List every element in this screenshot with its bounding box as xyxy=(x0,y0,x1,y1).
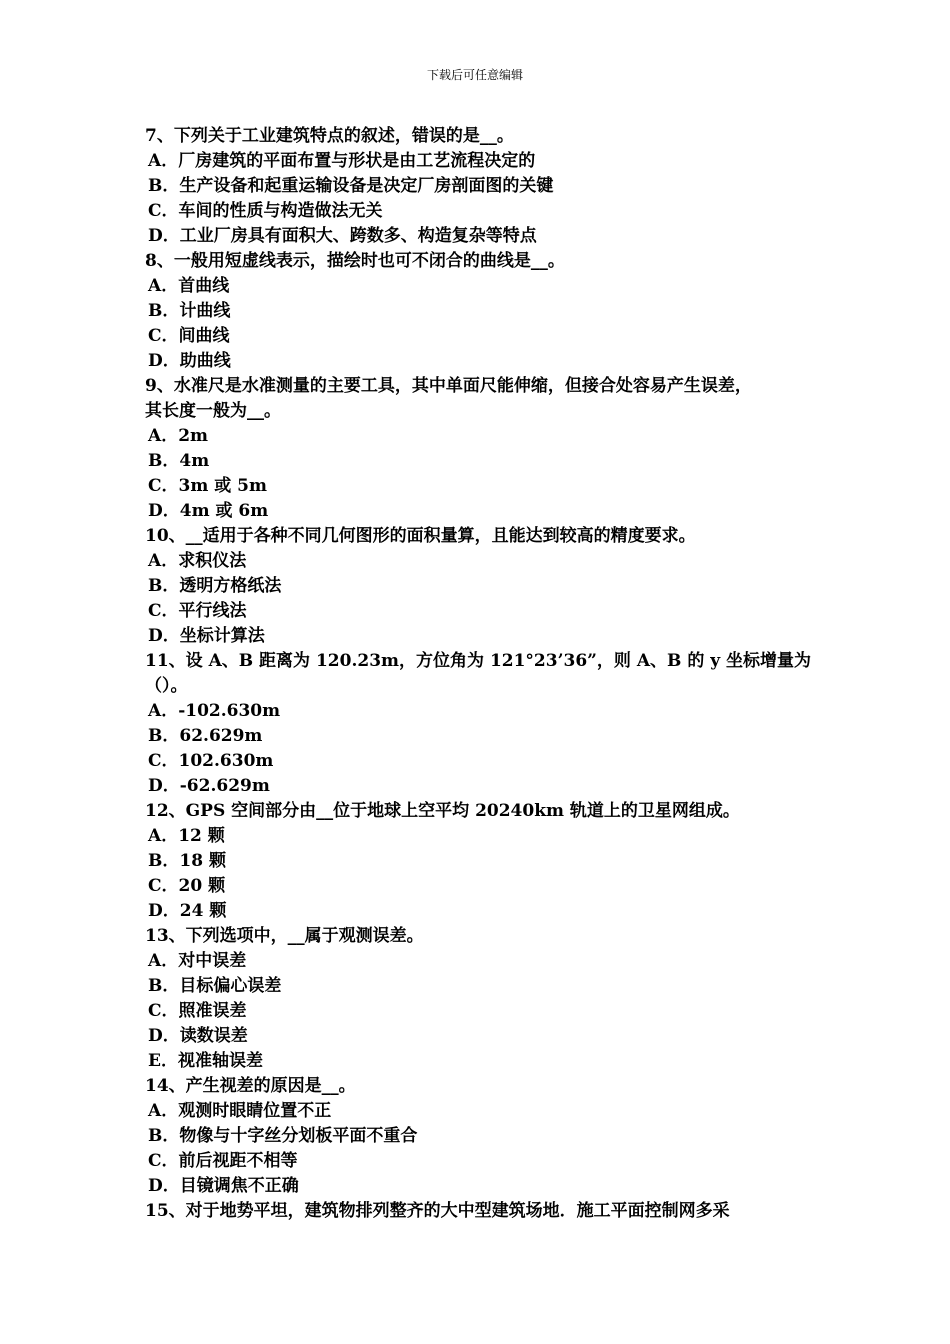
option-text: C．前后视距不相等 xyxy=(148,1151,298,1171)
option-text: D．4m 或 6m xyxy=(148,501,269,521)
question-text: （）。 xyxy=(145,676,188,696)
option-text: A．2m xyxy=(148,426,209,446)
question-text: 13、下列选项中，__属于观测误差。 xyxy=(145,926,424,946)
option-text: B．62.629m xyxy=(148,726,263,746)
option-text: D．读数误差 xyxy=(148,1026,248,1046)
question-text: 12、GPS 空间部分由__位于地球上空平均 20240km 轨道上的卫星网组成。 xyxy=(145,801,740,821)
option-text: B．目标偏心误差 xyxy=(148,976,282,996)
option-text: B．4m xyxy=(148,451,210,471)
option-text: C．平行线法 xyxy=(148,601,247,621)
option-text: D．坐标计算法 xyxy=(148,626,265,646)
option-text: C．照准误差 xyxy=(148,1001,247,1021)
option-text: B．生产设备和起重运输设备是决定厂房剖面图的关键 xyxy=(148,176,554,196)
option-text: D．-62.629m xyxy=(148,776,270,796)
question-text: 9、水准尺是水准测量的主要工具，其中单面尺能伸缩，但接合处容易产生误差， xyxy=(145,376,752,396)
option-text: A．对中误差 xyxy=(148,951,247,971)
option-text: C．102.630m xyxy=(148,751,274,771)
question-text: 其长度一般为__。 xyxy=(145,401,281,421)
option-text: E．视准轴误差 xyxy=(148,1051,263,1071)
option-text: D．24 颗 xyxy=(148,901,227,921)
option-text: B．透明方格纸法 xyxy=(148,576,282,596)
option-text: A．首曲线 xyxy=(148,276,230,296)
question-text: 10、__适用于各种不同几何图形的面积量算，且能达到较高的精度要求。 xyxy=(145,526,696,546)
question-text: 15、对于地势平坦，建筑物排列整齐的大中型建筑场地．施工平面控制网多采 xyxy=(145,1201,730,1221)
option-text: B．计曲线 xyxy=(148,301,231,321)
option-text: B．物像与十字丝分划板平面不重合 xyxy=(148,1126,418,1146)
question-text: 8、一般用短虚线表示，描绘时也可不闭合的曲线是__。 xyxy=(145,251,565,271)
page-header: 下载后可任意编辑 xyxy=(426,68,523,82)
option-text: A．观测时眼睛位置不正 xyxy=(148,1101,332,1121)
question-text: 14、产生视差的原因是__。 xyxy=(145,1076,356,1096)
option-text: D．助曲线 xyxy=(148,351,231,371)
option-text: C．车间的性质与构造做法无关 xyxy=(148,201,383,221)
option-text: D．工业厂房具有面积大、跨数多、构造复杂等特点 xyxy=(148,226,537,246)
option-text: A．-102.630m xyxy=(148,701,281,721)
option-text: D．目镜调焦不正确 xyxy=(148,1176,299,1196)
option-text: A．求积仪法 xyxy=(148,551,247,571)
option-text: A．12 颗 xyxy=(148,826,225,846)
question-text: 11、设 A、B 距离为 120.23m，方位角为 121°23’36”，则 A、B 的 y 坐标增量为 xyxy=(145,651,812,671)
option-text: C．间曲线 xyxy=(148,326,230,346)
question-text: 7、下列关于工业建筑特点的叙述，错误的是__。 xyxy=(145,126,514,146)
option-text: A．厂房建筑的平面布置与形状是由工艺流程决定的 xyxy=(148,151,536,171)
option-text: C．20 颗 xyxy=(148,876,226,896)
option-text: C．3m 或 5m xyxy=(148,476,267,496)
document-body xyxy=(145,124,835,1224)
option-text: B．18 颗 xyxy=(148,851,226,871)
